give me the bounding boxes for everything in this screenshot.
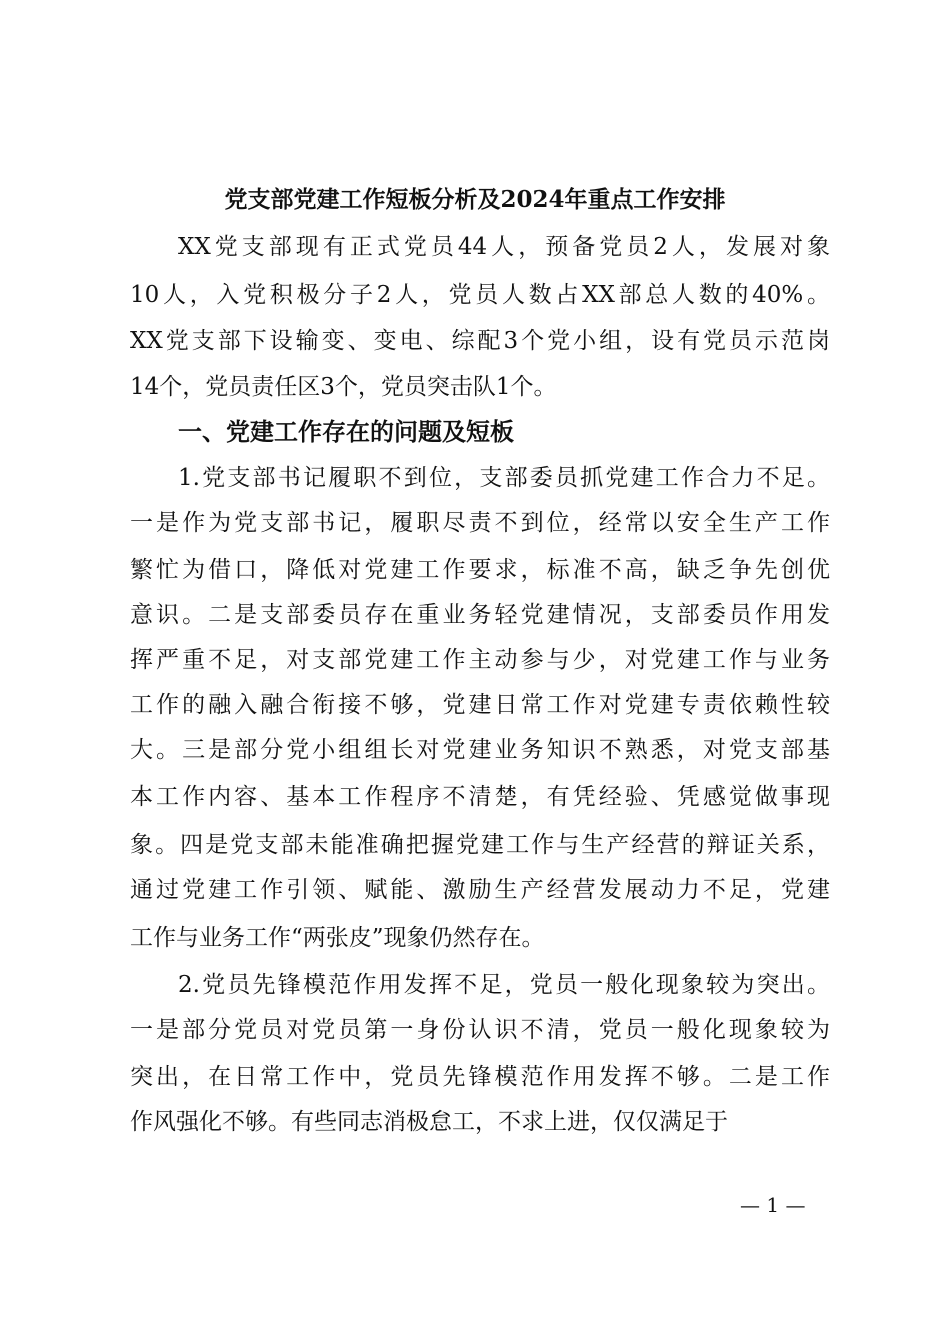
text-line: 大。三是部分党小组组长对党建业务知识不熟悉，对党支部基	[130, 737, 830, 763]
text-line: 工作的融入融合衔接不够，党建日常工作对党建专责依赖性较	[130, 692, 830, 718]
text-line: 一是作为党支部书记，履职尽责不到位，经常以安全生产工作	[130, 510, 830, 536]
text-line: 本工作内容、基本工作程序不清楚，有凭经验、凭感觉做事现	[130, 784, 830, 810]
text-line: 突出，在日常工作中，党员先锋模范作用发挥不够。二是工作	[130, 1064, 830, 1090]
text-line: 一是部分党员对党员第一身份认识不清，党员一般化现象较为	[130, 1017, 830, 1043]
text-line: 通过党建工作引领、赋能、激励生产经营发展动力不足，党建	[130, 877, 830, 903]
text-line: 1.党支部书记履职不到位，支部委员抓党建工作合力不足。	[178, 465, 830, 491]
text-line: XX党支部下设输变、变电、综配3个党小组，设有党员示范岗	[130, 328, 830, 354]
text-line: 2.党员先锋模范作用发挥不足，党员一般化现象较为突出。	[178, 972, 830, 998]
page-number: — 1 —	[740, 1193, 806, 1217]
text-line: 工作与业务工作“两张皮”现象仍然存在。	[130, 925, 545, 951]
text-line: XX党支部现有正式党员44人，预备党员2人，发展对象	[178, 234, 830, 260]
document-title: 党支部党建工作短板分析及2024年重点工作安排	[224, 186, 726, 213]
text-line: 作风强化不够。有些同志消极怠工，不求上进，仅仅满足于	[130, 1109, 728, 1135]
text-line: 繁忙为借口，降低对党建工作要求，标准不高，缺乏争先创优	[130, 557, 830, 583]
text-line: 10人，入党积极分子2人，党员人数占XX部总人数的40%。	[130, 282, 830, 308]
section-heading: 一、党建工作存在的问题及短板	[178, 418, 514, 446]
text-line: 象。四是党支部未能准确把握党建工作与生产经营的辩证关系，	[130, 832, 830, 858]
text-line: 14个，党员责任区3个，党员突击队1个。	[130, 374, 557, 400]
text-line: 挥严重不足，对支部党建工作主动参与少，对党建工作与业务	[130, 647, 830, 673]
text-line: 意识。二是支部委员存在重业务轻党建情况，支部委员作用发	[130, 602, 830, 628]
